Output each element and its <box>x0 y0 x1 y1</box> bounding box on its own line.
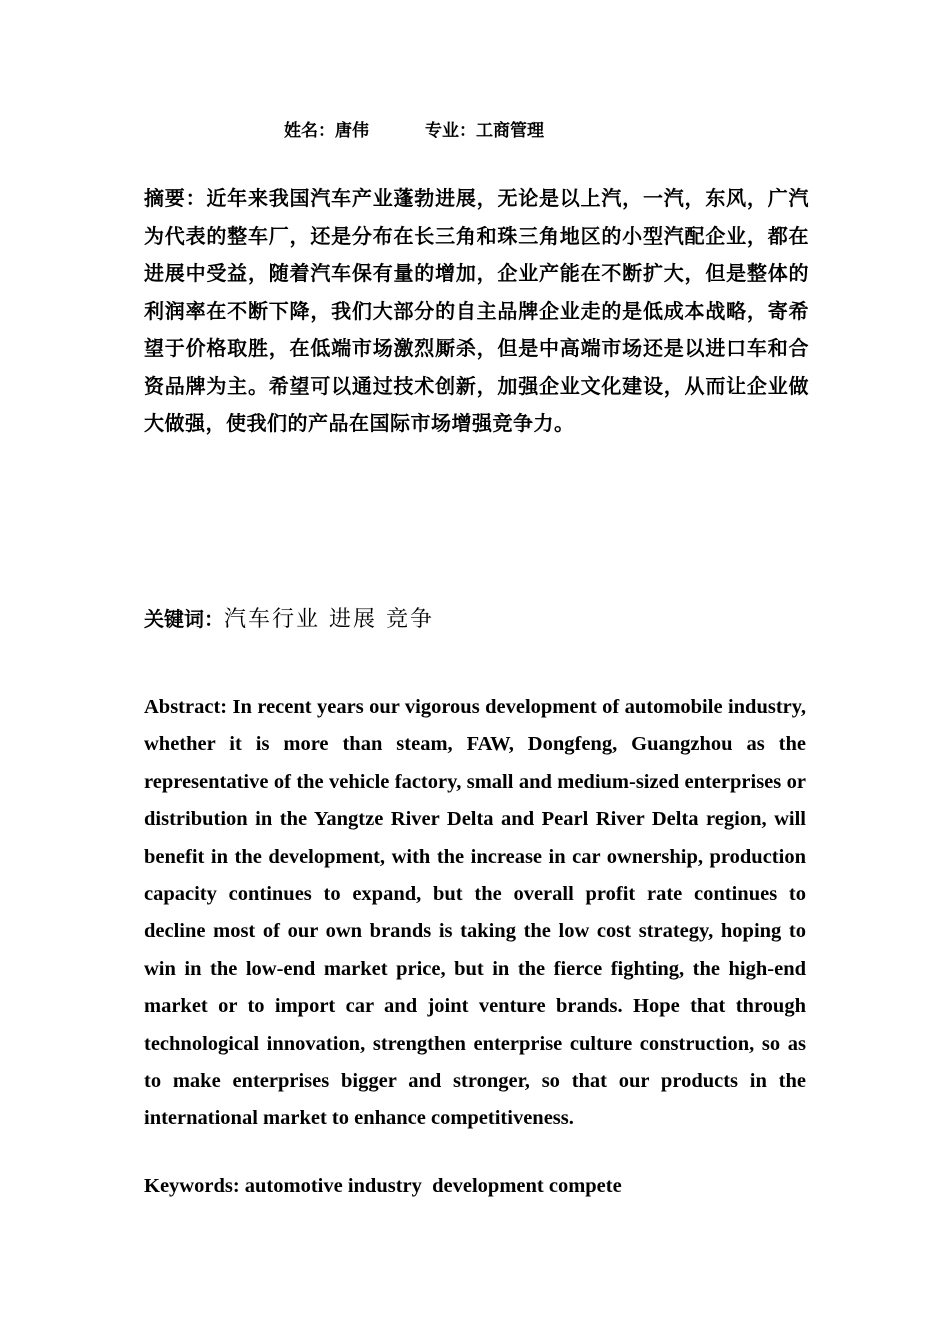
english-abstract-text: In recent years our vigorous development of automobile industry, whether it is more than steam, FAW, Dongfeng, Guangzhou as the representative of the vehicle factory, small and medium-sized enterprises or distribution in the Yangtze River Delta and Pearl River Delta region, will benefit in the development, with the increase in car ownership, production capacity continues to expand, but the overall profit rate continues to decline most of our own brands is taking the low cost strategy, hoping to win in the low-end market price, but in the fierce fighting, the high-end market or to import car and joint venture brands. Hope that through technological innovation, strengthen enterprise culture construction, so as to make enterprises bigger and stronger, so that our products in the international market to enhance competitiveness. <box>144 696 806 1130</box>
english-abstract <box>144 689 806 1138</box>
english-abstract-label: Abstract: <box>144 696 228 718</box>
major-value: 工商管理 <box>476 121 544 141</box>
chinese-abstract-label: 摘要： <box>144 186 207 210</box>
chinese-keywords-terms: 汽车行业 进展 竞争 <box>224 607 434 632</box>
name-value: 唐伟 <box>335 121 369 141</box>
chinese-keywords <box>144 602 434 633</box>
english-keywords-label: Keywords: <box>144 1175 240 1197</box>
chinese-abstract-text: 近年来我国汽车产业蓬勃进展，无论是以上汽，一汽，东风，广汽为代表的整车厂，还是分布在长三角和珠三角地区的小型汽配企业，都在进展中受益，随着汽车保有量的增加，企业产能在不断扩大，但是整体的利润率在不断下降，我们大部分的自主品牌企业走的是低成本战略，寄希望于价格取胜，在低端市场激烈厮杀，但是中高端市场还是以进口车和合资品牌为主。希望可以通过技术创新，加强企业文化建设，从而让企业做大做强，使我们的产品在国际市场增强竞争力。 <box>144 186 810 435</box>
english-keywords <box>144 1175 622 1198</box>
chinese-abstract <box>144 180 809 443</box>
name-label: 姓名： <box>284 121 335 141</box>
english-keywords-terms: automotive industry development compete <box>244 1175 622 1197</box>
author-info-line <box>284 116 544 141</box>
major-label: 专业： <box>425 121 476 141</box>
chinese-keywords-label: 关键词： <box>144 607 224 631</box>
